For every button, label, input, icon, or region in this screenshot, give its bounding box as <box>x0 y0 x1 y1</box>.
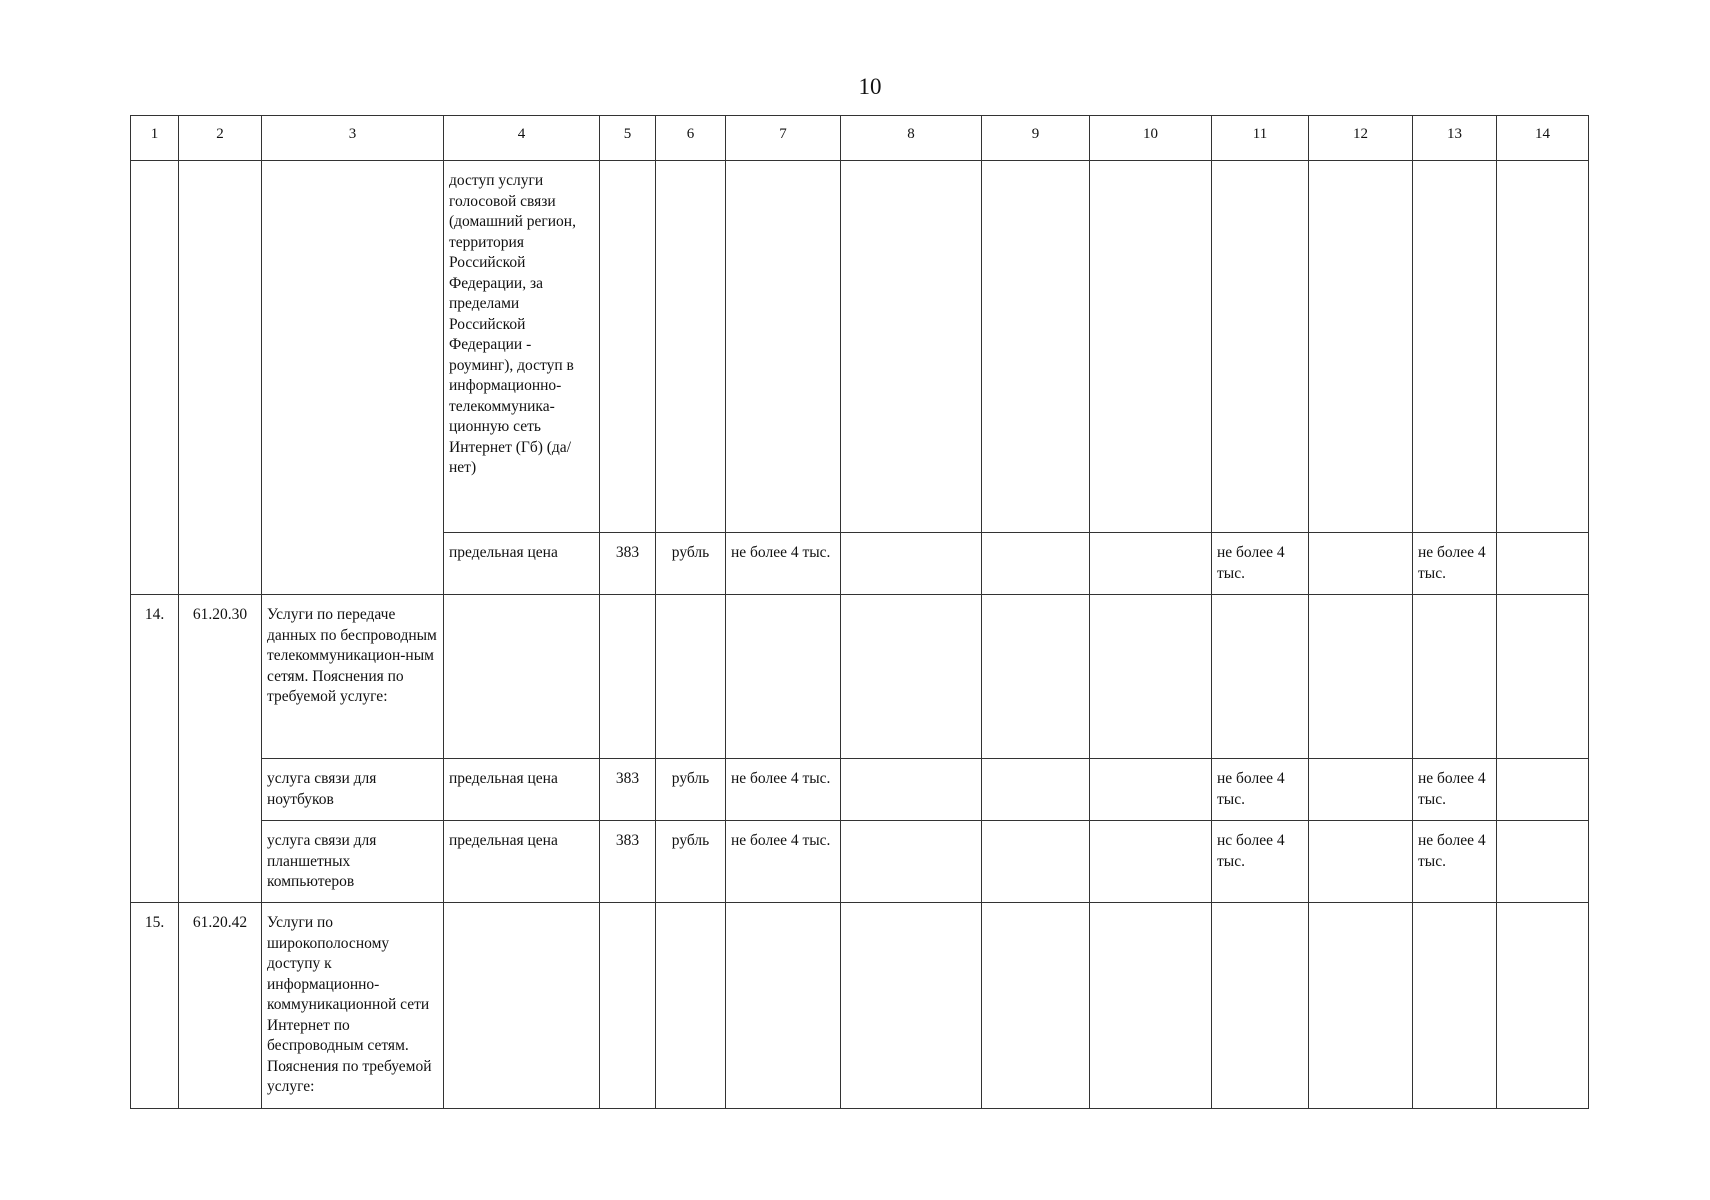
cell <box>841 821 982 903</box>
page-number: 10 <box>858 74 882 99</box>
characteristic-cell: доступ услуги голосовой связи (домашний регион, территория Российской Федерации, за пределами Российской Федерации - роуминг), доступ в информационно-телекоммуника-ционную сеть Интернет (Гб) (да/нет) <box>444 161 600 533</box>
cell <box>1309 595 1413 759</box>
cell <box>982 903 1090 1109</box>
value-cell: не более 4 тыс. <box>1212 759 1309 821</box>
cell <box>1413 161 1497 533</box>
characteristic-cell: предельная цена <box>444 821 600 903</box>
cell <box>1090 161 1212 533</box>
cell <box>726 595 841 759</box>
cell <box>1309 903 1413 1109</box>
item-number-cell: 15. <box>131 903 179 1109</box>
unit-cell: рубль <box>656 821 726 903</box>
header-cell: 11 <box>1212 116 1309 161</box>
cell <box>1497 161 1589 533</box>
header-row <box>131 116 1589 161</box>
cell <box>1090 821 1212 903</box>
cell <box>1497 533 1589 595</box>
cell <box>600 161 656 533</box>
table-row <box>131 903 1589 1109</box>
header-cell: 5 <box>600 116 656 161</box>
value-cell: не более 4 тыс. <box>726 533 841 595</box>
cell <box>841 161 982 533</box>
cell <box>841 903 982 1109</box>
value-cell: не более 4 тыс. <box>726 821 841 903</box>
cell <box>982 821 1090 903</box>
cell <box>1309 533 1413 595</box>
table-row <box>131 161 1589 533</box>
table-row <box>131 759 1589 821</box>
header-cell: 10 <box>1090 116 1212 161</box>
cell <box>1413 903 1497 1109</box>
cell <box>1413 595 1497 759</box>
cell <box>600 595 656 759</box>
cell <box>1497 595 1589 759</box>
cell <box>1212 903 1309 1109</box>
cell <box>982 759 1090 821</box>
cell <box>600 903 656 1109</box>
cell <box>1212 595 1309 759</box>
cell <box>656 595 726 759</box>
cell <box>841 759 982 821</box>
header-cell: 7 <box>726 116 841 161</box>
cell <box>1090 903 1212 1109</box>
cell <box>841 533 982 595</box>
value-cell: не более 4 тыс. <box>726 759 841 821</box>
value-cell: нс более 4 тыс. <box>1212 821 1309 903</box>
header-cell: 12 <box>1309 116 1413 161</box>
characteristic-cell: предельная цена <box>444 533 600 595</box>
cell <box>1309 821 1413 903</box>
header-cell: 3 <box>262 116 444 161</box>
value-cell: не более 4 тыс. <box>1413 821 1497 903</box>
cell <box>726 903 841 1109</box>
cell <box>1090 533 1212 595</box>
header-cell: 14 <box>1497 116 1589 161</box>
value-cell: не более 4 тыс. <box>1212 533 1309 595</box>
value-cell: не более 4 тыс. <box>1413 759 1497 821</box>
header-cell: 13 <box>1413 116 1497 161</box>
cell <box>1212 161 1309 533</box>
requirements-table <box>130 115 1589 1109</box>
unit-cell: рубль <box>656 533 726 595</box>
cell <box>1309 759 1413 821</box>
cell <box>726 161 841 533</box>
cell <box>1309 161 1413 533</box>
characteristic-cell: предельная цена <box>444 759 600 821</box>
cell <box>1497 759 1589 821</box>
header-cell: 9 <box>982 116 1090 161</box>
item-name-cell: Услуги по широкополосному доступу к информационно-коммуникационной сети Интернет по беспроводным сетям. Пояснения по требуемой услуге: <box>262 903 444 1109</box>
cell <box>1497 903 1589 1109</box>
okei-code-cell: 383 <box>600 533 656 595</box>
cell <box>1090 595 1212 759</box>
item-code-cell: 61.20.42 <box>179 903 262 1109</box>
table-row <box>131 821 1589 903</box>
header-cell: 6 <box>656 116 726 161</box>
cell <box>444 903 600 1109</box>
header-cell: 4 <box>444 116 600 161</box>
unit-cell: рубль <box>656 759 726 821</box>
cell <box>656 903 726 1109</box>
okei-code-cell: 383 <box>600 821 656 903</box>
cell <box>1090 759 1212 821</box>
cell <box>262 161 444 595</box>
subitem-name-cell: услуга связи для ноутбуков <box>262 759 444 821</box>
header-cell: 2 <box>179 116 262 161</box>
cell <box>179 161 262 595</box>
table-row <box>131 595 1589 759</box>
cell <box>841 595 982 759</box>
cell <box>982 161 1090 533</box>
cell <box>982 533 1090 595</box>
okei-code-cell: 383 <box>600 759 656 821</box>
cell <box>656 161 726 533</box>
item-code-cell: 61.20.30 <box>179 595 262 903</box>
cell <box>982 595 1090 759</box>
value-cell: не более 4 тыс. <box>1413 533 1497 595</box>
header-cell: 8 <box>841 116 982 161</box>
cell <box>444 595 600 759</box>
subitem-name-cell: услуга связи для планшетных компьютеров <box>262 821 444 903</box>
item-name-cell: Услуги по передаче данных по беспроводным телекоммуникацион-ным сетям. Пояснения по требуемой услуге: <box>262 595 444 759</box>
header-cell: 1 <box>131 116 179 161</box>
cell <box>131 161 179 595</box>
item-number-cell: 14. <box>131 595 179 903</box>
cell <box>1497 821 1589 903</box>
